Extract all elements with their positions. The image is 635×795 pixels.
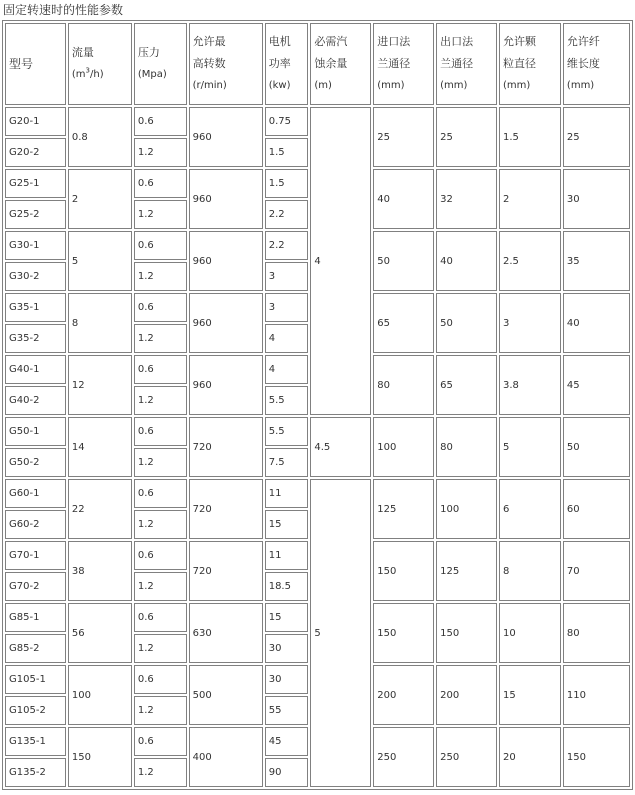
speed-cell: 960 xyxy=(189,169,263,229)
performance-table xyxy=(2,20,633,790)
fiber-cell: 50 xyxy=(563,417,630,477)
power-cell: 15 xyxy=(265,510,309,539)
outlet-cell: 150 xyxy=(436,603,497,663)
pressure-cell: 1.2 xyxy=(134,696,187,725)
model-cell: G30-2 xyxy=(5,262,66,291)
power-cell: 11 xyxy=(265,479,309,508)
particle-cell: 15 xyxy=(499,665,561,725)
header-outlet: 出口法 兰通径 (mm) xyxy=(436,23,497,105)
model-cell: G135-2 xyxy=(5,758,66,787)
inlet-cell: 80 xyxy=(373,355,434,415)
fiber-cell: 40 xyxy=(563,293,630,353)
fiber-cell: 150 xyxy=(563,727,630,787)
particle-cell: 10 xyxy=(499,603,561,663)
pressure-cell: 0.6 xyxy=(134,603,187,632)
flow-cell: 5 xyxy=(68,231,132,291)
model-cell: G135-1 xyxy=(5,727,66,756)
pressure-cell: 1.2 xyxy=(134,386,187,415)
inlet-cell: 250 xyxy=(373,727,434,787)
model-cell: G20-2 xyxy=(5,138,66,167)
header-inlet: 进口法 兰通径 (mm) xyxy=(373,23,434,105)
speed-cell: 960 xyxy=(189,107,263,167)
header-npsh: 必需汽 蚀余量 (m) xyxy=(310,23,371,105)
outlet-cell: 50 xyxy=(436,293,497,353)
outlet-cell: 40 xyxy=(436,231,497,291)
pressure-cell: 0.6 xyxy=(134,169,187,198)
outlet-cell: 100 xyxy=(436,479,497,539)
pressure-cell: 1.2 xyxy=(134,758,187,787)
model-cell: G105-2 xyxy=(5,696,66,725)
model-cell: G60-1 xyxy=(5,479,66,508)
inlet-cell: 65 xyxy=(373,293,434,353)
speed-cell: 500 xyxy=(189,665,263,725)
particle-cell: 5 xyxy=(499,417,561,477)
power-cell: 30 xyxy=(265,634,309,663)
model-cell: G40-1 xyxy=(5,355,66,384)
table-caption: 固定转速时的性能参数 xyxy=(3,3,124,17)
pressure-cell: 0.6 xyxy=(134,727,187,756)
outlet-cell: 250 xyxy=(436,727,497,787)
power-cell: 45 xyxy=(265,727,309,756)
fiber-cell: 35 xyxy=(563,231,630,291)
pressure-cell: 0.6 xyxy=(134,107,187,136)
power-cell: 1.5 xyxy=(265,169,309,198)
table-row xyxy=(5,417,630,446)
power-cell: 2.2 xyxy=(265,200,309,229)
pressure-cell: 0.6 xyxy=(134,293,187,322)
pressure-cell: 0.6 xyxy=(134,541,187,570)
outlet-cell: 65 xyxy=(436,355,497,415)
speed-cell: 960 xyxy=(189,231,263,291)
model-cell: G20-1 xyxy=(5,107,66,136)
speed-cell: 960 xyxy=(189,293,263,353)
power-cell: 0.75 xyxy=(265,107,309,136)
pressure-cell: 0.6 xyxy=(134,479,187,508)
inlet-cell: 150 xyxy=(373,541,434,601)
model-cell: G40-2 xyxy=(5,386,66,415)
model-cell: G35-1 xyxy=(5,293,66,322)
outlet-cell: 32 xyxy=(436,169,497,229)
pressure-cell: 1.2 xyxy=(134,448,187,477)
power-cell: 90 xyxy=(265,758,309,787)
power-cell: 18.5 xyxy=(265,572,309,601)
power-cell: 2.2 xyxy=(265,231,309,260)
flow-cell: 2 xyxy=(68,169,132,229)
fiber-cell: 110 xyxy=(563,665,630,725)
fiber-cell: 30 xyxy=(563,169,630,229)
particle-cell: 2 xyxy=(499,169,561,229)
header-power: 电机 功率 (kw) xyxy=(265,23,309,105)
pressure-cell: 0.6 xyxy=(134,665,187,694)
power-cell: 3 xyxy=(265,293,309,322)
outlet-cell: 200 xyxy=(436,665,497,725)
power-cell: 30 xyxy=(265,665,309,694)
pressure-cell: 0.6 xyxy=(134,417,187,446)
power-cell: 5.5 xyxy=(265,386,309,415)
outlet-cell: 25 xyxy=(436,107,497,167)
flow-cell: 0.8 xyxy=(68,107,132,167)
table-row xyxy=(5,107,630,136)
inlet-cell: 200 xyxy=(373,665,434,725)
model-cell: G60-2 xyxy=(5,510,66,539)
table-body xyxy=(5,107,630,787)
particle-cell: 6 xyxy=(499,479,561,539)
model-cell: G50-2 xyxy=(5,448,66,477)
pressure-cell: 1.2 xyxy=(134,324,187,353)
header-pressure: 压力 (Mpa) xyxy=(134,23,187,105)
model-cell: G35-2 xyxy=(5,324,66,353)
inlet-cell: 40 xyxy=(373,169,434,229)
power-cell: 15 xyxy=(265,603,309,632)
flow-cell: 8 xyxy=(68,293,132,353)
particle-cell: 3.8 xyxy=(499,355,561,415)
model-cell: G30-1 xyxy=(5,231,66,260)
npsh-cell: 4.5 xyxy=(310,417,371,477)
pressure-cell: 1.2 xyxy=(134,262,187,291)
particle-cell: 8 xyxy=(499,541,561,601)
table-row xyxy=(5,479,630,508)
pressure-cell: 1.2 xyxy=(134,138,187,167)
inlet-cell: 125 xyxy=(373,479,434,539)
flow-cell: 56 xyxy=(68,603,132,663)
model-cell: G85-2 xyxy=(5,634,66,663)
speed-cell: 720 xyxy=(189,541,263,601)
power-cell: 1.5 xyxy=(265,138,309,167)
speed-cell: 400 xyxy=(189,727,263,787)
particle-cell: 20 xyxy=(499,727,561,787)
inlet-cell: 150 xyxy=(373,603,434,663)
model-cell: G50-1 xyxy=(5,417,66,446)
npsh-cell: 4 xyxy=(310,107,371,415)
flow-cell: 12 xyxy=(68,355,132,415)
pressure-cell: 0.6 xyxy=(134,231,187,260)
model-cell: G70-1 xyxy=(5,541,66,570)
model-cell: G25-1 xyxy=(5,169,66,198)
particle-cell: 1.5 xyxy=(499,107,561,167)
particle-cell: 2.5 xyxy=(499,231,561,291)
header-row xyxy=(5,23,630,105)
flow-cell: 22 xyxy=(68,479,132,539)
header-flow: 流量 $(m^3/h)$ xyxy=(68,23,132,105)
pressure-cell: 1.2 xyxy=(134,510,187,539)
header-speed: 允许最 高转数 (r/min) xyxy=(189,23,263,105)
model-cell: G70-2 xyxy=(5,572,66,601)
power-cell: 4 xyxy=(265,355,309,384)
flow-cell: 38 xyxy=(68,541,132,601)
pressure-cell: 1.2 xyxy=(134,200,187,229)
model-cell: G25-2 xyxy=(5,200,66,229)
pressure-cell: 0.6 xyxy=(134,355,187,384)
outlet-cell: 80 xyxy=(436,417,497,477)
power-cell: 55 xyxy=(265,696,309,725)
inlet-cell: 50 xyxy=(373,231,434,291)
model-cell: G85-1 xyxy=(5,603,66,632)
power-cell: 5.5 xyxy=(265,417,309,446)
fiber-cell: 80 xyxy=(563,603,630,663)
pressure-cell: 1.2 xyxy=(134,634,187,663)
header-particle: 允许颗 粒直径 (mm) xyxy=(499,23,561,105)
header-model: 型号 xyxy=(5,23,66,105)
power-cell: 11 xyxy=(265,541,309,570)
speed-cell: 720 xyxy=(189,479,263,539)
fiber-cell: 70 xyxy=(563,541,630,601)
flow-cell: 100 xyxy=(68,665,132,725)
fiber-cell: 25 xyxy=(563,107,630,167)
outlet-cell: 125 xyxy=(436,541,497,601)
power-cell: 4 xyxy=(265,324,309,353)
pressure-cell: 1.2 xyxy=(134,572,187,601)
npsh-cell: 5 xyxy=(310,479,371,787)
inlet-cell: 100 xyxy=(373,417,434,477)
flow-cell: 14 xyxy=(68,417,132,477)
speed-cell: 720 xyxy=(189,417,263,477)
inlet-cell: 25 xyxy=(373,107,434,167)
model-cell: G105-1 xyxy=(5,665,66,694)
fiber-cell: 60 xyxy=(563,479,630,539)
particle-cell: 3 xyxy=(499,293,561,353)
header-fiber: 允许纤 维长度 (mm) xyxy=(563,23,630,105)
speed-cell: 960 xyxy=(189,355,263,415)
fiber-cell: 45 xyxy=(563,355,630,415)
speed-cell: 630 xyxy=(189,603,263,663)
power-cell: 7.5 xyxy=(265,448,309,477)
flow-cell: 150 xyxy=(68,727,132,787)
power-cell: 3 xyxy=(265,262,309,291)
